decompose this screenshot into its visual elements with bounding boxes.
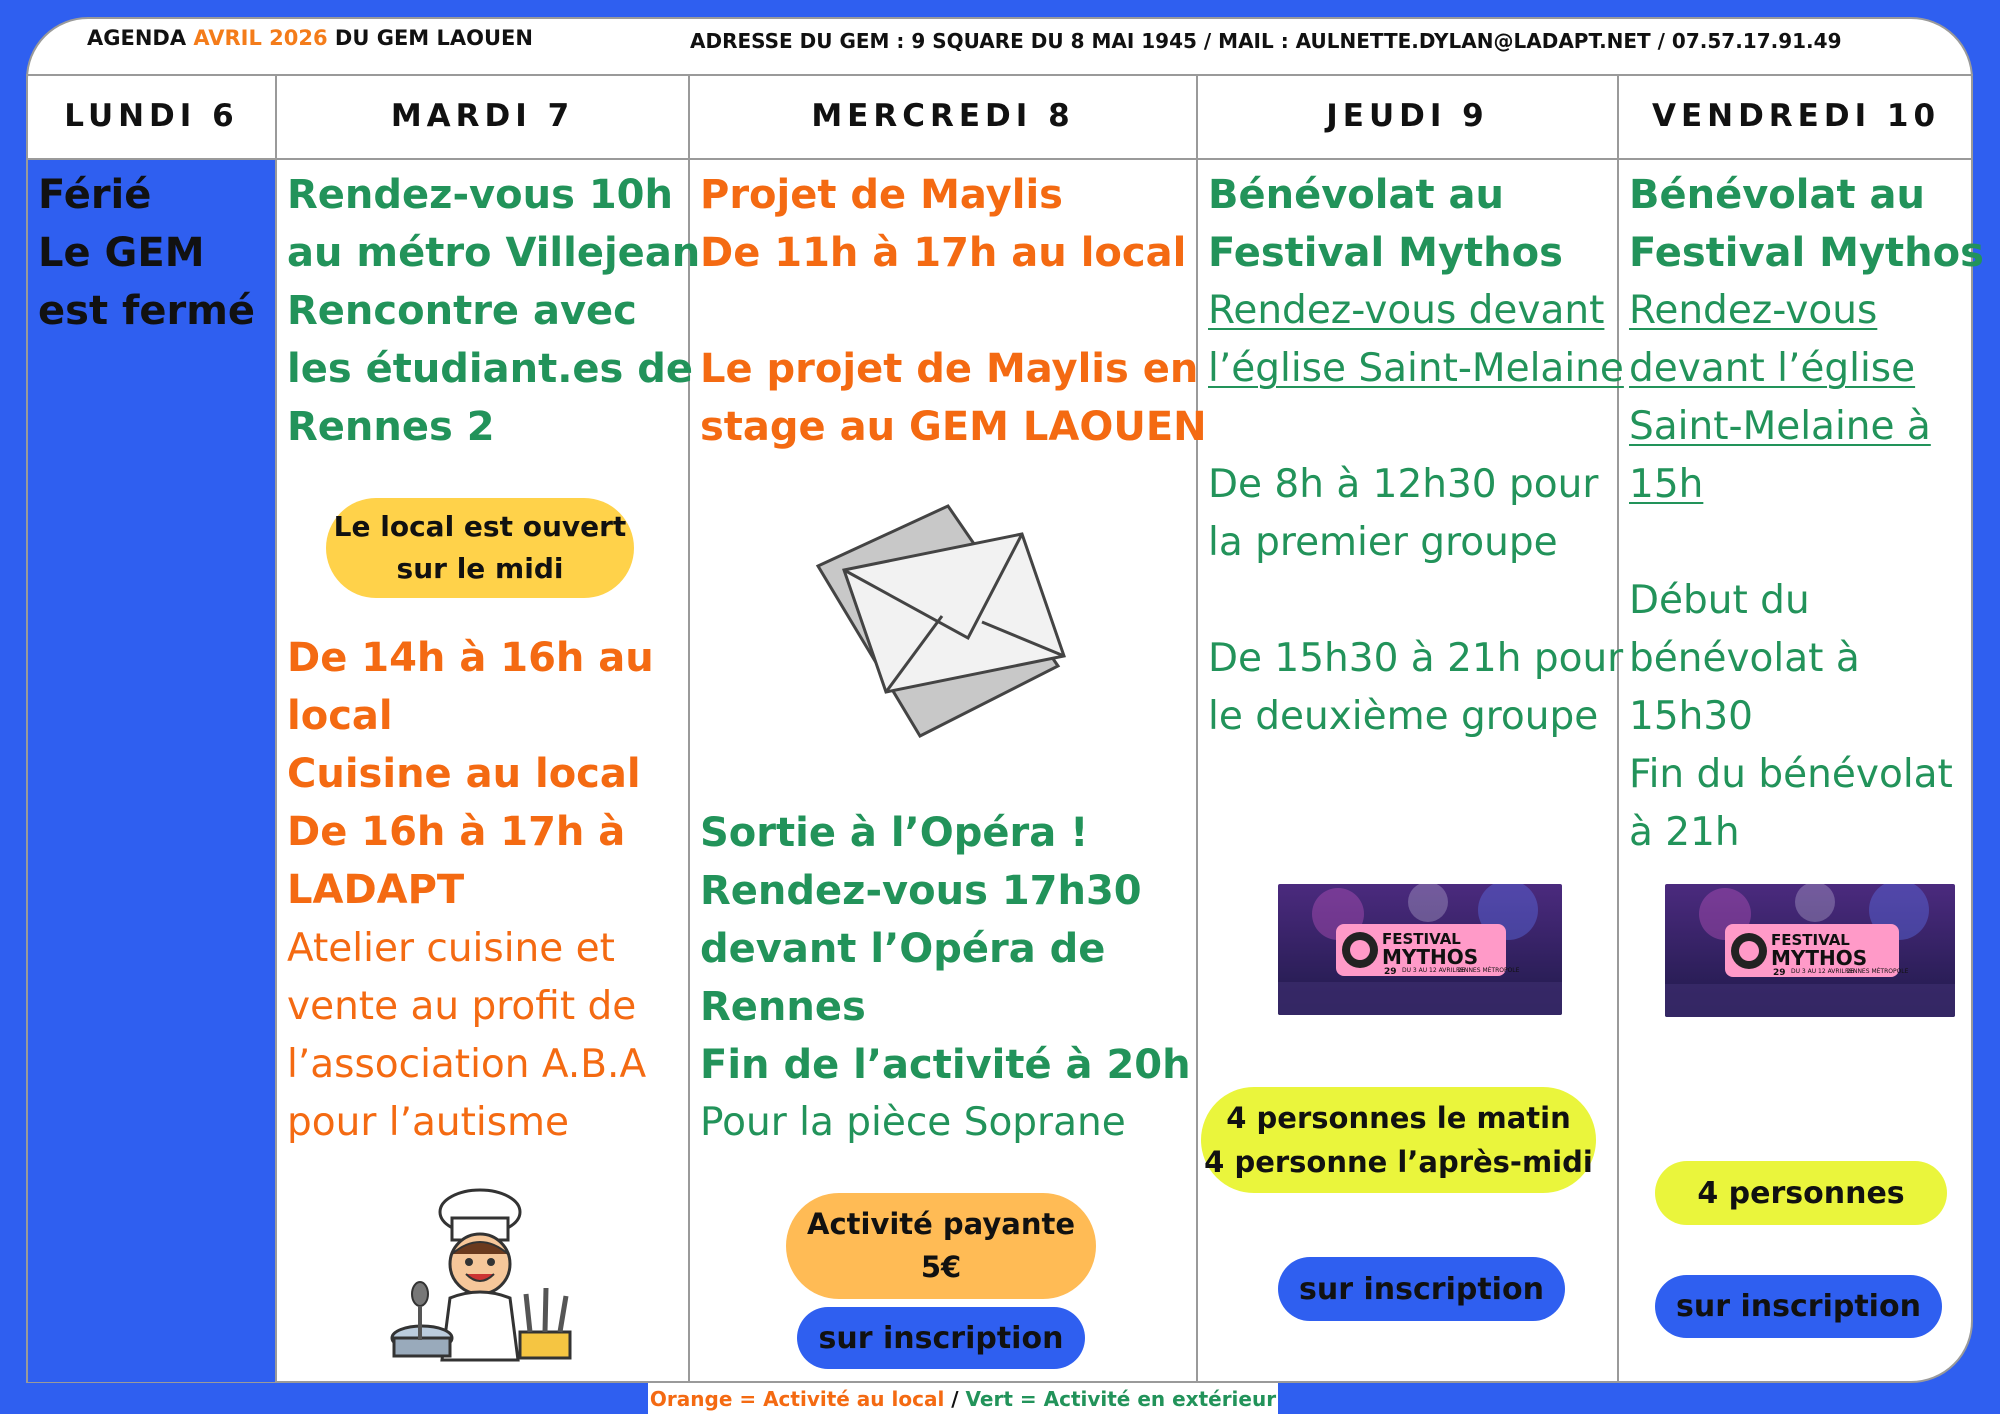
lundi-line: est fermé bbox=[38, 288, 256, 334]
mardi-orange-line: LADAPT bbox=[287, 867, 465, 913]
jeudi-group-line: le deuxième groupe bbox=[1208, 694, 1599, 739]
vendredi-title-line: Bénévolat au bbox=[1629, 172, 1925, 218]
mercredi-green-line: Sortie à l’Opéra ! bbox=[700, 810, 1089, 856]
festival-mythos-image bbox=[1278, 884, 1562, 1015]
vendredi-link-line[interactable]: Saint-Melaine à bbox=[1629, 404, 1931, 449]
jeudi-group-line: la premier groupe bbox=[1208, 520, 1558, 565]
mercredi-green-line: Rennes bbox=[700, 984, 866, 1030]
mercredi-inscription-button[interactable]: sur inscription bbox=[797, 1307, 1085, 1369]
festival-label: MYTHOS bbox=[1382, 945, 1479, 969]
jeudi-title bbox=[1208, 166, 1563, 282]
day-header-vendredi: VENDREDI 10 bbox=[1651, 98, 1941, 134]
mardi-green-line: Rennes 2 bbox=[287, 404, 495, 450]
festival-label: MYTHOS bbox=[1771, 946, 1868, 970]
chef-illustration bbox=[380, 1182, 580, 1362]
mardi-green-line: Rencontre avec bbox=[287, 288, 637, 334]
mardi-atelier-line: l’association A.B.A bbox=[287, 1042, 647, 1087]
pill-line: Le local est ouvert bbox=[333, 510, 627, 543]
vendredi-link-line[interactable]: Rendez-vous bbox=[1629, 288, 1878, 333]
pill-line: Activité payante bbox=[807, 1207, 1075, 1241]
agenda-month: AVRIL 2026 bbox=[193, 26, 328, 50]
jeudi-inscription-button[interactable]: sur inscription bbox=[1278, 1257, 1565, 1321]
festival-dates: DU 3 AU 12 AVRIL 26 bbox=[1791, 968, 1855, 975]
day-header-mardi: MARDI 7 bbox=[390, 98, 575, 134]
vendredi-details bbox=[1629, 282, 1953, 862]
pill-activite-payante bbox=[786, 1193, 1096, 1299]
festival-label: FESTIVAL bbox=[1771, 931, 1850, 949]
agenda-prefix: AGENDA bbox=[87, 26, 194, 50]
lundi-content bbox=[38, 166, 255, 340]
festival-place: RENNES MÉTROPOLE bbox=[1845, 968, 1909, 975]
vendredi-info-line: bénévolat à bbox=[1629, 636, 1860, 681]
mardi-rendezvous bbox=[287, 166, 700, 456]
festival-mythos-visual bbox=[1278, 884, 1562, 1015]
festival-dates: DU 3 AU 12 AVRIL 26 bbox=[1402, 967, 1466, 974]
vendredi-info-line: Début du bbox=[1629, 578, 1810, 623]
day-header-mercredi: MERCREDI 8 bbox=[811, 98, 1075, 134]
mercredi-orange-line: stage au GEM LAOUEN bbox=[700, 404, 1207, 450]
mercredi-projet bbox=[700, 166, 1207, 456]
legend-separator: / bbox=[944, 1386, 966, 1411]
jeudi-link-line[interactable]: l’église Saint-Melaine bbox=[1208, 346, 1624, 391]
mardi-green-line: au métro Villejean bbox=[287, 230, 701, 276]
color-legend bbox=[648, 1383, 1278, 1414]
festival-mythos-visual bbox=[1665, 884, 1955, 1017]
pill-local-midi bbox=[326, 498, 634, 598]
jeudi-group-line: De 8h à 12h30 pour bbox=[1208, 462, 1599, 507]
mardi-green-line: les étudiant.es de bbox=[287, 346, 694, 392]
vendredi-title-line: Festival Mythos bbox=[1629, 230, 1984, 276]
mardi-orange-line: De 16h à 17h à bbox=[287, 809, 626, 855]
mardi-atelier-line: Atelier cuisine et bbox=[287, 926, 615, 971]
pill-vendredi-personnes: 4 personnes bbox=[1655, 1161, 1947, 1225]
mardi-atelier bbox=[287, 920, 646, 1152]
vendredi-link-line[interactable]: 15h bbox=[1629, 462, 1704, 507]
mardi-green-line: Rendez-vous 10h bbox=[287, 172, 673, 218]
mardi-orange-line: local bbox=[287, 693, 393, 739]
pill-line: 4 personne l’après-midi bbox=[1204, 1145, 1593, 1179]
mardi-atelier-line: pour l’autisme bbox=[287, 1100, 570, 1145]
lundi-column-background bbox=[28, 160, 275, 1382]
festival-place: RENNES MÉTROPOLE bbox=[1456, 967, 1520, 974]
pill-jeudi-personnes bbox=[1201, 1087, 1596, 1193]
festival-label: FESTIVAL bbox=[1382, 930, 1461, 948]
pill-line: 5€ bbox=[920, 1250, 962, 1284]
vendredi-link-line[interactable]: devant l’église bbox=[1629, 346, 1916, 391]
lundi-line: Le GEM bbox=[38, 230, 205, 276]
legend-orange: Orange = Activité au local bbox=[649, 1386, 945, 1411]
mardi-cuisine bbox=[287, 629, 654, 919]
mardi-orange-line: Cuisine au local bbox=[287, 751, 641, 797]
vendredi-title bbox=[1629, 166, 1984, 282]
dayhead-divider bbox=[26, 158, 1973, 160]
mercredi-orange-line: Le projet de Maylis en bbox=[700, 346, 1199, 392]
pill-line: sur le midi bbox=[396, 552, 564, 585]
agenda-suffix: DU GEM LAOUEN bbox=[327, 26, 533, 50]
mercredi-piece: Pour la pièce Soprane bbox=[700, 1100, 1126, 1145]
mercredi-orange-line: Projet de Maylis bbox=[700, 172, 1063, 218]
mercredi-opera bbox=[700, 804, 1191, 1152]
vendredi-inscription-button[interactable]: sur inscription bbox=[1655, 1275, 1942, 1338]
column-divider bbox=[26, 74, 28, 1383]
mercredi-green-line: Fin de l’activité à 20h bbox=[700, 1042, 1191, 1088]
vendredi-info-line: à 21h bbox=[1629, 810, 1740, 855]
agenda-title bbox=[87, 26, 533, 50]
jeudi-details bbox=[1208, 282, 1624, 746]
contact-info: ADRESSE DU GEM : 9 SQUARE DU 8 MAI 1945 / MAIL : AULNETTE.DYLAN@LADAPT.NET / 07.57.17.91.49 bbox=[690, 29, 1842, 53]
column-divider bbox=[275, 74, 277, 1383]
festival-edition: 29 bbox=[1384, 967, 1397, 977]
festival-edition: 29 bbox=[1773, 968, 1786, 978]
festival-mythos-image bbox=[1665, 884, 1955, 1017]
mercredi-green-line: Rendez-vous 17h30 bbox=[700, 868, 1142, 914]
jeudi-title-line: Bénévolat au bbox=[1208, 172, 1504, 218]
vendredi-info-line: 15h30 bbox=[1629, 694, 1753, 739]
jeudi-title-line: Festival Mythos bbox=[1208, 230, 1563, 276]
lundi-line: Férié bbox=[38, 172, 152, 218]
jeudi-link-line[interactable]: Rendez-vous devant bbox=[1208, 288, 1605, 333]
legend-green: Vert = Activité en extérieur bbox=[965, 1386, 1277, 1411]
day-header-jeudi: JEUDI 9 bbox=[1326, 98, 1489, 134]
pill-line: 4 personnes le matin bbox=[1226, 1101, 1571, 1135]
vendredi-info-line: Fin du bénévolat bbox=[1629, 752, 1953, 797]
jeudi-group-line: De 15h30 à 21h pour bbox=[1208, 636, 1624, 681]
mercredi-orange-line: De 11h à 17h au local bbox=[700, 230, 1187, 276]
envelope-icon bbox=[810, 498, 1070, 738]
day-header-lundi: LUNDI 6 bbox=[64, 98, 239, 134]
mardi-atelier-line: vente au profit de bbox=[287, 984, 637, 1029]
mardi-orange-line: De 14h à 16h au bbox=[287, 635, 654, 681]
mercredi-green-line: devant l’Opéra de bbox=[700, 926, 1106, 972]
